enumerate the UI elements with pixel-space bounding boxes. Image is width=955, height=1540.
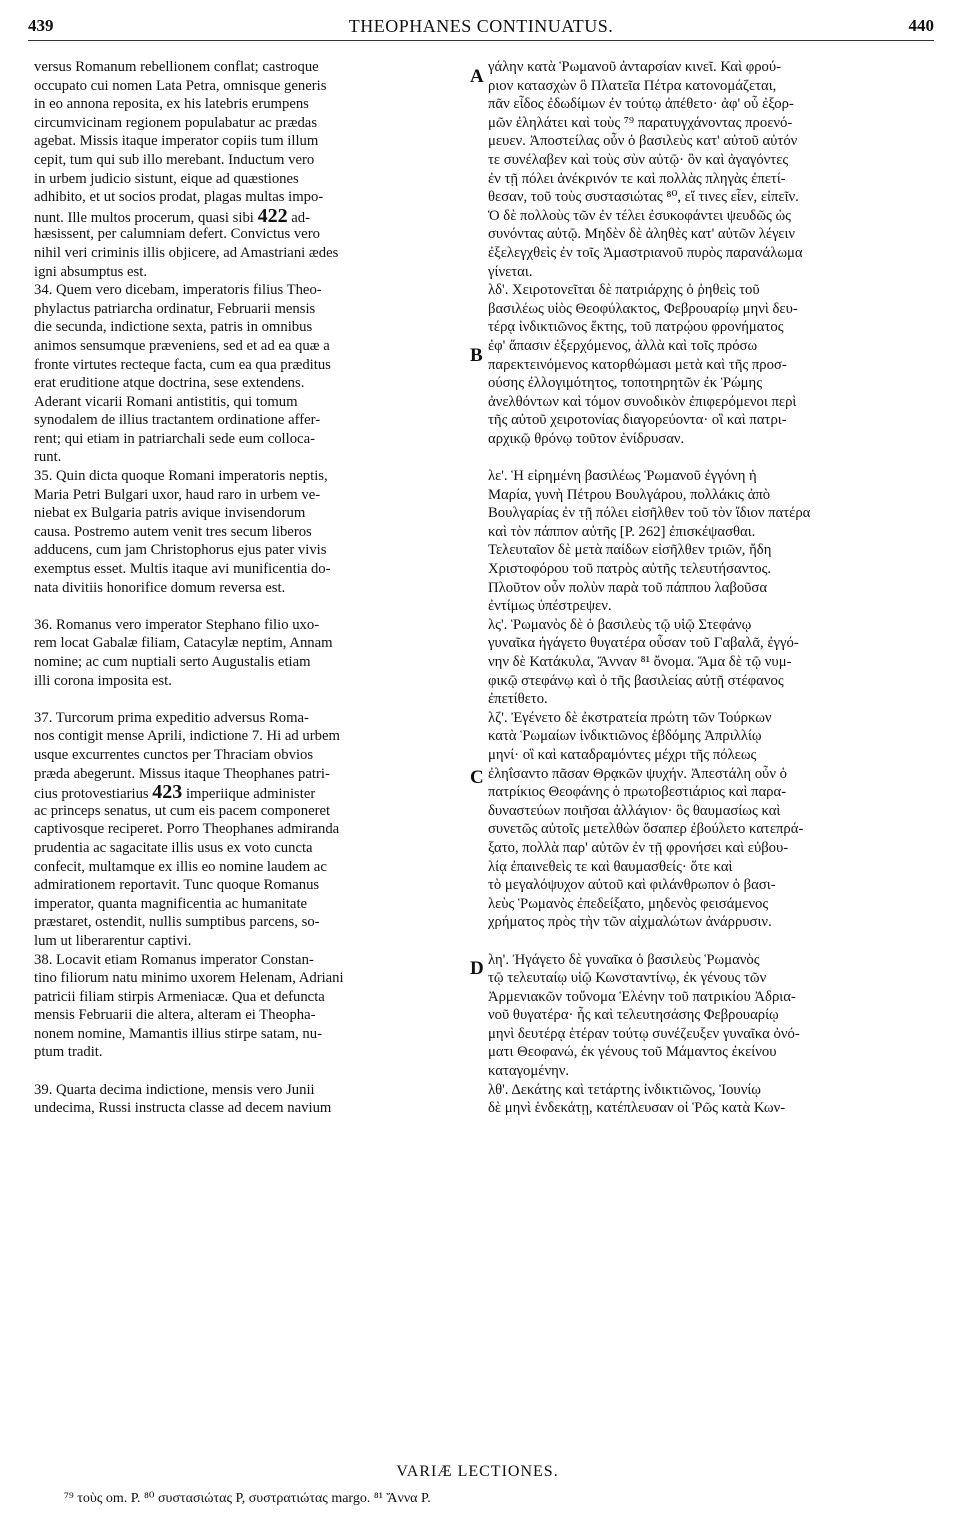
latin-text-line: versus Romanum rebellionem conflat; castroque — [34, 59, 319, 75]
margin-marker-d: D — [470, 958, 484, 979]
greek-text-line: πᾶν εἶδος ἐδωδίμων ἐν τούτῳ ἀπέθετο· ἀφ' οὗ ἐξορ- — [488, 96, 794, 113]
greek-text-line: λθ'. Δεκάτης καὶ τετάρτης ἰνδικτιῶνος, Ἰουνίῳ — [488, 1081, 761, 1098]
latin-text-line: rem locat Gabalæ filiam, Catacylæ neptim, Annam — [34, 635, 333, 652]
latin-text-line: occupato cui nomen Lata Petra, omnisque generis — [34, 77, 327, 94]
latin-text-line: 37. Turcorum prima expeditio adversus Roma- — [34, 709, 309, 726]
latin-text-line: undecima, Russi instructa classe ad decem navium — [34, 1100, 332, 1117]
latin-text-line: synodalem de illius tractantem ordinatione affer- — [34, 412, 321, 429]
page-number-left: 439 — [28, 16, 54, 35]
greek-text-line: ἐφ' ἅπασιν ἐξερχόμενος, ἀλλὰ καὶ τοῖς πρόσω — [488, 337, 758, 354]
greek-text-line: δυναστεύων ποιῆσαι ἀλλάγιον· ὃς θαυμασίως καὶ — [488, 802, 781, 819]
latin-text-line: causa. Postremo autem venit tres secum liberos — [34, 523, 312, 540]
latin-text-line: confecit, multamque ex illis eo nomine laudem ac — [34, 858, 327, 875]
latin-column — [34, 58, 468, 1118]
latin-text-line: captivosque reciperet. Porro Theophanes admiranda — [34, 821, 340, 838]
latin-text-line — [34, 597, 468, 616]
greek-text-line: καὶ τὸν πάππον αὐτῆς [P. 262] ἐπισκέψασθαι. — [488, 523, 756, 540]
latin-text-line: hæsissent, per calumniam defert. Convictus vero — [34, 226, 320, 243]
running-header — [28, 14, 934, 41]
greek-text-line: θεσαν, τοῦ τοὺς συστασιώτας ⁸⁰, εἴ τινες εἶεν, εἰπεῖν. — [488, 189, 799, 206]
greek-text-line: μῶν ἐληλάτει καὶ τοὺς ⁷⁹ παρατυγχάνοντας προενό- — [488, 114, 793, 131]
greek-text-line: Ὁ δὲ πολλοὺς τῶν ἐν τέλει ἐσυκοφάντει ψευδῶς ὡς — [488, 207, 791, 224]
greek-text-line — [488, 932, 928, 951]
latin-text-line: 34. Quem vero dicebam, imperatoris filius Theo- — [34, 282, 322, 299]
greek-text-line: κατὰ Ῥωμαίων ἰνδικτιῶνος ἑβδόμης Ἀπριλλίῳ — [488, 728, 762, 745]
greek-text-line — [488, 448, 928, 467]
greek-text-line: πατρίκιος Θεοφάνης ὁ πρωτοβεστιάριος καὶ παρα- — [488, 784, 787, 801]
latin-text-line: exemptus esset. Multis itaque avi munificentia do- — [34, 561, 331, 578]
latin-text-line: adducens, cum jam Christophorus ejus pater vivis — [34, 542, 327, 559]
greek-text-line: Πλοῦτον οὖν πολὺν παρὰ τοῦ πάππου λαβοῦσα — [488, 579, 768, 596]
greek-text-line: συνόντας αὐτῷ. Μηδὲν δὲ ἀληθὲς κατ' αὐτῶν λέγειν — [488, 226, 796, 243]
latin-text-line: erat eruditione atque doctrina, sese extendens. — [34, 375, 305, 392]
greek-text-line: ματι Θεοφανώ, ἐκ γένους τοῦ Μάμαντος ἐκείνου — [488, 1044, 777, 1061]
latin-text-line: igni absumptus est. — [34, 263, 148, 280]
margin-marker-a: A — [470, 66, 484, 87]
latin-text-line: Maria Petri Bulgari uxor, haud raro in urbem ve- — [34, 486, 321, 503]
greek-text-line: φικῷ στεφάνῳ καὶ ὁ τῆς βασιλείας αὐτῇ στέφανος — [488, 672, 784, 689]
latin-text-line: nata divitiis honorifice domum reversa est. — [34, 579, 286, 596]
latin-text-line: præstaret, ostendit, nullis sumptibus parcens, so- — [34, 914, 320, 931]
greek-text-line: λε'. Ἡ εἰρημένη βασιλέως Ῥωμανοῦ ἐγγόνη ἡ — [488, 468, 757, 485]
latin-text-line — [34, 207, 468, 226]
greek-text-line: ἀνελθόντων καὶ τόμον συνοδικὸν ἐπιφερόμενοι περὶ — [488, 393, 797, 410]
latin-text-line: adhibito, et ut socios prodat, plagas multas impo- — [34, 189, 324, 206]
latin-text-line: runt. — [34, 449, 62, 466]
variae-lectiones-title: VARIÆ LECTIONES. — [396, 1463, 559, 1480]
latin-text-line — [34, 690, 468, 709]
latin-text-line: fronte virtutes recteque facta, cum ea qua præditus — [34, 356, 331, 373]
latin-text-line: prudentia ac sagacitate illis usus ex voto cuncta — [34, 839, 313, 856]
greek-text-line: Τελευταῖον δὲ μετὰ παίδων εἰσῆλθεν τριῶν, ἤδη — [488, 542, 772, 559]
latin-text-line: niebat ex Bulgaria patris avique invisendorum — [34, 505, 306, 522]
latin-text-line: phylactus patriarcha ordinatur, Februarii mensis — [34, 300, 316, 317]
latin-text-segment: ad- — [291, 209, 310, 226]
greek-text-line: παρεκτεινόμενος κατορθώμασι μετὰ καὶ τῆς προσ- — [488, 356, 787, 373]
latin-text-line: mensis Februarii die altera, alteram ei Theopha- — [34, 1007, 316, 1024]
latin-text-line: 35. Quin dicta quoque Romani imperatoris neptis, — [34, 468, 328, 485]
latin-text-line: nos contigit mense Aprili, indictione 7. Hi ad urbem — [34, 728, 340, 745]
latin-text-line: 39. Quarta decima indictione, mensis vero Junii — [34, 1081, 315, 1098]
latin-text-segment: cius protovestiarius — [34, 786, 149, 802]
running-title: THEOPHANES CONTINUATUS. — [348, 16, 614, 36]
latin-text-line: die secunda, indictione sexta, patris in omnibus — [34, 319, 313, 336]
greek-text-line: τέρᾳ ἰνδικτιῶνος ἕκτης, τοῦ πατρῴου φρονήματος — [488, 319, 784, 336]
greek-text-line: γυναῖκα ἠγάγετο θυγατέρα οὖσαν τοῦ Γαβαλᾶ, ἐγγό- — [488, 635, 799, 652]
latin-text-line: usque excurrentes cunctos per Thraciam obvios — [34, 746, 314, 763]
greek-text-line: γάλην κατὰ Ῥωμανοῦ ἀνταρσίαν κινεῖ. Καὶ φρού- — [488, 59, 782, 75]
greek-text-line: Ἀρμενιακῶν τοὔνομα Ἑλένην τοῦ πατρικίου Ἀδρια- — [488, 988, 796, 1005]
latin-text-line: agebat. Missis itaque imperator copiis tum illum — [34, 133, 319, 150]
greek-text-line: τὸ μεγαλόψυχον αὐτοῦ καὶ φιλάνθρωπον ὁ βασι- — [488, 877, 776, 894]
latin-text-line: animos sensumque præveniens, sed et ad ea quæ a — [34, 337, 330, 354]
greek-text-line: τῷ τελευταίῳ υἱῷ Κωνσταντίνῳ, ἐκ γένους τῶν — [488, 970, 767, 987]
latin-text-line: in eo annona reposita, ex his latebris erumpens — [34, 96, 309, 113]
greek-text-line: γίνεται. — [488, 263, 533, 280]
greek-text-line: μηνὶ δευτέρᾳ ἑτέραν τούτῳ συνέζευξεν γυναῖκα ὀνό- — [488, 1025, 800, 1042]
latin-text-line: lum ut liberarentur captivi. — [34, 932, 192, 949]
greek-text-line: μευεν. Ἀποστείλας οὖν ὁ βασιλεὺς κατ' αὐτοῦ αὐτόν — [488, 133, 798, 150]
greek-text-line: αρχικῷ θρόνῳ τοῦτον ἐνίδρυσαν. — [488, 430, 685, 447]
margin-marker-c: C — [470, 767, 484, 788]
latin-text-line: ac princeps senatus, ut cum eis pacem componeret — [34, 802, 331, 819]
greek-text-line: δὲ μηνὶ ἑνδεκάτῃ, κατέπλευσαν οἱ Ῥῶς κατὰ Κων- — [488, 1100, 786, 1117]
greek-text-line: ἐπετίθετο. — [488, 691, 548, 708]
greek-column — [488, 58, 928, 1118]
greek-text-line: Βουλγαρίας ἐν τῇ πόλει εἰσῆλθεν τοῦ τὸν ἴδιον πατέρα — [488, 505, 811, 522]
latin-text-line: circumvicinam regionem populabatur ac prædas — [34, 114, 318, 131]
greek-text-line: ἐξελεγχθεὶς ἐν τοῖς Ἀμαστριανοῦ πυρὸς παρανάλωμα — [488, 244, 803, 261]
greek-text-line: Χριστοφόρου τοῦ πατρὸς αὐτῆς τελευτήσαντος. — [488, 561, 772, 578]
latin-text-line: imperator, quanta magnificentia ac humanitate — [34, 895, 308, 912]
latin-text-segment: nunt. Ille multos procerum, quasi sibi — [34, 209, 254, 226]
latin-text-line: rent; qui etiam in patriarchali sede eum colloca- — [34, 430, 315, 447]
greek-text-line: τῆς αὐτοῦ χειροτονίας διαγορεύοντα· οἳ καὶ πατρι- — [488, 412, 787, 429]
greek-text-line: λδ'. Χειροτονεῖται δὲ πατριάρχης ὁ ῥηθεὶς τοῦ — [488, 282, 760, 299]
latin-text-line: tino filiorum natu minimo uxorem Helenam, Adriani — [34, 970, 344, 987]
greek-text-line: νοῦ θυγατέρα· ἧς καὶ τελευτησάσης Φεβρουαρίῳ — [488, 1007, 779, 1024]
greek-text-line: ριον κατασχὼν ὃ Πλατεῖα Πέτρα κατονομάζεται, — [488, 77, 777, 94]
greek-text-line: λίᾳ ἐπαινεθεὶς τε καὶ θαυμασθείς· ὅτε καὶ — [488, 858, 733, 875]
greek-text-line: συνετῶς αὐτοῖς μετελθὼν ὅσαπερ ἐβούλετο κατεπρά- — [488, 821, 804, 838]
latin-text-segment: imperiique administer — [185, 786, 316, 802]
original-page-number-423: 423 — [152, 783, 183, 802]
latin-text-line: 36. Romanus vero imperator Stephano filio uxo- — [34, 616, 320, 633]
greek-text-line: ξατο, πολλὰ παρ' αὐτῶν ἐν τῇ φρονήσει καὶ εὐβου- — [488, 839, 789, 856]
greek-text-line: ἐληΐσαντο πᾶσαν Θρᾳκῶν ψυχήν. Ἀπεστάλη οὖν ὁ — [488, 765, 787, 782]
latin-text-line — [34, 783, 468, 802]
original-page-number-422: 422 — [257, 206, 288, 226]
greek-text-line: λς'. Ῥωμανὸς δὲ ὁ βασιλεὺς τῷ υἱῷ Στεφάνῳ — [488, 616, 752, 633]
variae-lectiones-notes: ⁷⁹ τοὺς om. P. ⁸⁰ συστασιώτας P, συστρατιώτας margo. ⁸¹ Ἄννα P. — [64, 1491, 431, 1506]
greek-text-line: ἐντίμως ὑπέστρεψεν. — [488, 598, 612, 615]
latin-text-line: patricii filiam stirpis Armeniacæ. Qua et defuncta — [34, 988, 325, 1005]
margin-marker-b: B — [470, 345, 483, 366]
latin-text-line: ptum tradit. — [34, 1044, 103, 1061]
greek-text-line: Μαρία, γυνὴ Πέτρου Βουλγάρου, πολλάκις ἀπὸ — [488, 486, 771, 503]
greek-text-line: μηνί· οἳ καὶ καταδραμόντες μέχρι τῆς πόλεως — [488, 746, 757, 763]
greek-text-line: καταγομένην. — [488, 1063, 570, 1080]
latin-text-line: admirationem reportavit. Tunc quoque Romanus — [34, 877, 320, 894]
latin-text-line: 38. Locavit etiam Romanus imperator Constan- — [34, 951, 314, 968]
page-number-right: 440 — [908, 16, 934, 35]
latin-text-line: in urbem judicio sistunt, eique ad quæstiones — [34, 170, 299, 187]
latin-text-line — [34, 1062, 468, 1081]
latin-text-line: præda abegerunt. Missus itaque Theophanes patri- — [34, 765, 330, 782]
greek-text-line: χρήματος πρὸς τὴν τῶν αἰχμαλώτων ἀνάρρυσιν. — [488, 914, 772, 931]
greek-text-line: νην δὲ Κατάκυλα, Ἄνναν ⁸¹ ὄνομα. Ἅμα δὲ τῷ νυμ- — [488, 654, 792, 670]
latin-text-line: illi corona imposita est. — [34, 672, 172, 689]
greek-text-line: λη'. Ἠγάγετο δὲ γυναῖκα ὁ βασιλεὺς Ῥωμανὸς — [488, 951, 760, 968]
latin-text-line: cepit, tum qui sub illo merebant. Inductum vero — [34, 151, 315, 168]
greek-text-line: λζ'. Ἐγένετο δὲ ἐκστρατεία πρώτη τῶν Τούρκων — [488, 709, 772, 726]
greek-text-line: ούσης ἐλλογιμότητος, τοποτηρητῶν ἐκ Ῥώμης — [488, 375, 763, 392]
latin-text-line: Aderant vicarii Romani antistitis, qui tomum — [34, 393, 298, 410]
greek-text-line: λεὺς Ῥωμανὸς ἐπεδείξατο, μηδενὸς φεισάμενος — [488, 895, 769, 912]
greek-text-line: βασιλέως υἱὸς Θεοφύλακτος, Φεβρουαρίῳ μηνὶ δευ- — [488, 300, 798, 317]
latin-text-line: nomine; ac cum nuptiali serto Augustalis etiam — [34, 654, 311, 670]
latin-text-line: nihil veri criminis illis objicere, ad Amastriani ædes — [34, 244, 339, 261]
latin-text-line: nonem nomine, Mamantis illius stirpe satam, nu- — [34, 1025, 322, 1042]
greek-text-line: τε συνέλαβεν καὶ τοὺς σὺν αὐτῷ· ὃν καὶ ἀγαγόντες — [488, 151, 789, 168]
greek-text-line: ἐν τῇ πόλει ἀνέκρινόν τε καὶ πολλὰς πληγὰς ἐπετί- — [488, 170, 786, 187]
